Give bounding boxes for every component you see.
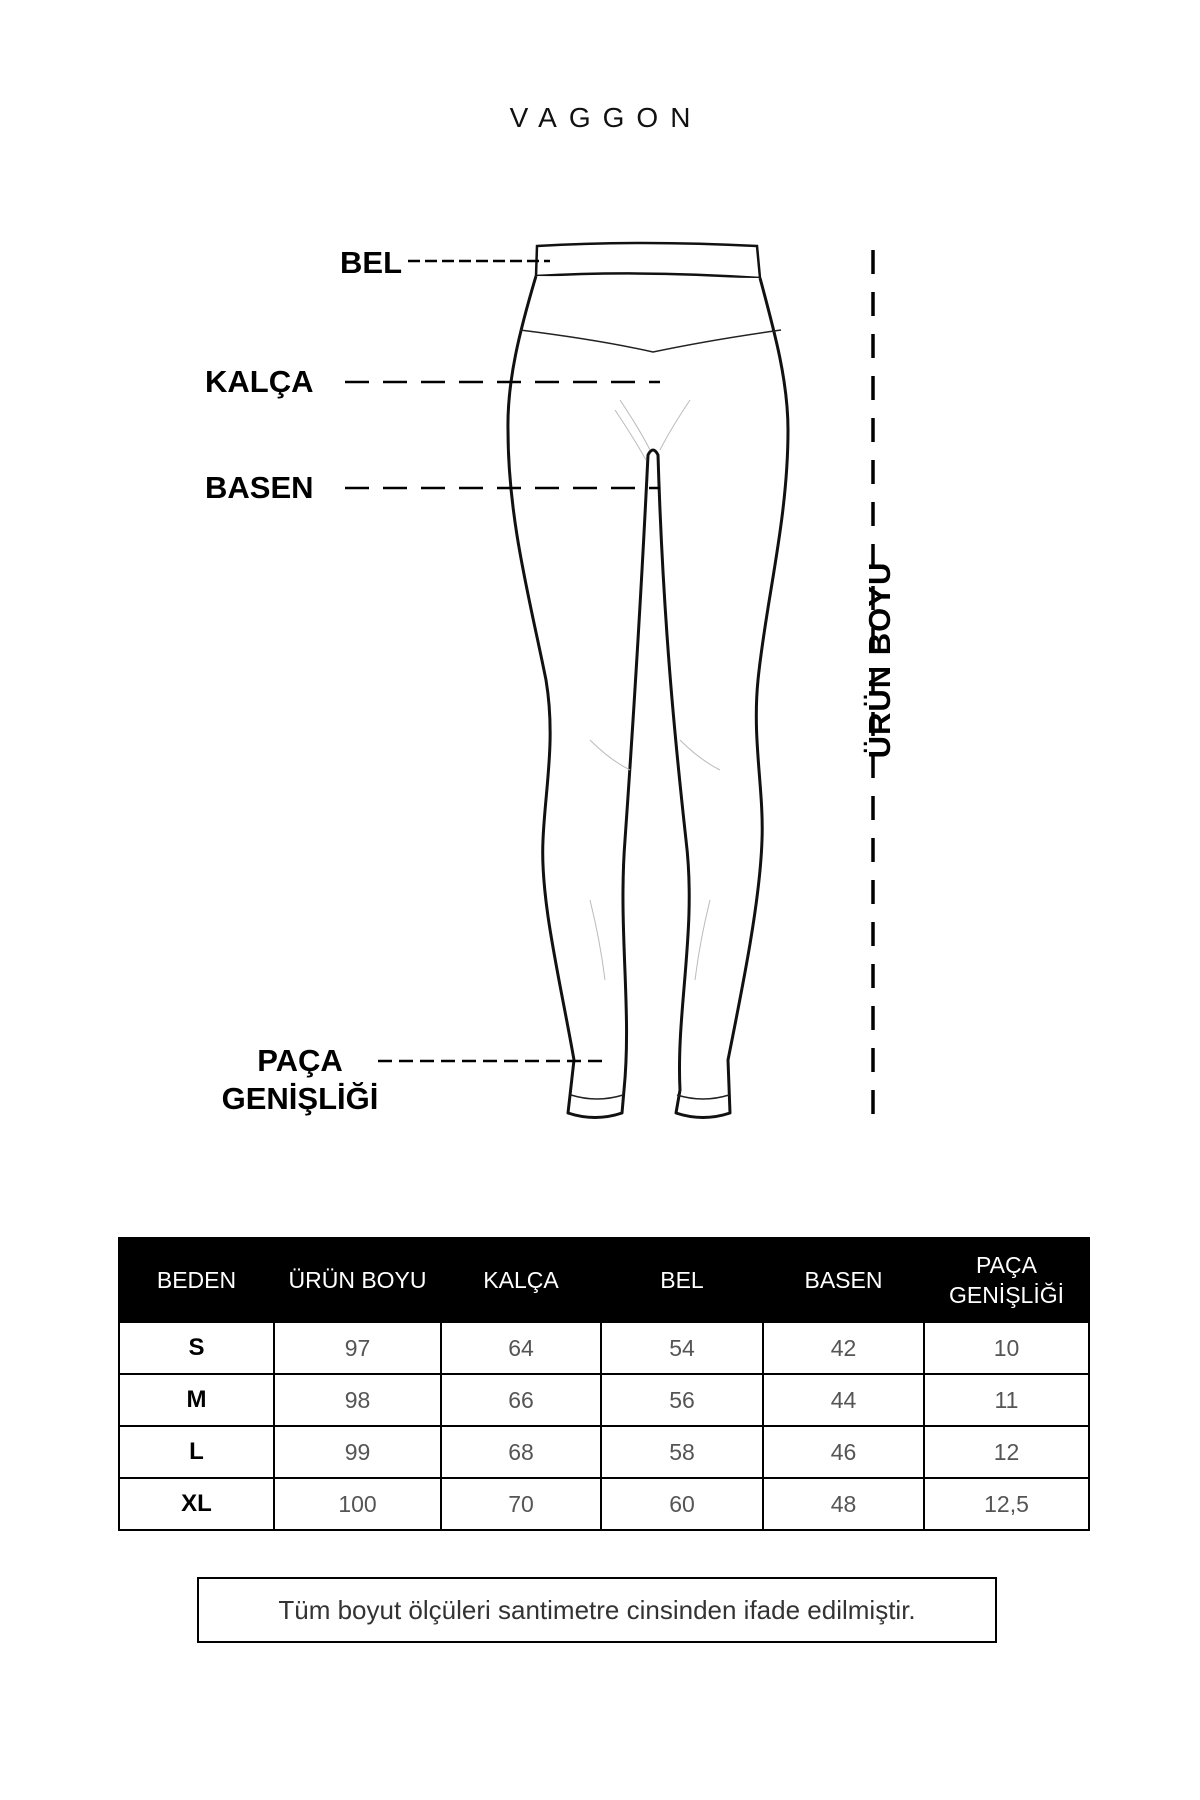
table-cell-size: L (119, 1426, 274, 1478)
label-paca-line2: GENİŞLİĞİ (221, 1081, 379, 1116)
table-cell-size: M (119, 1374, 274, 1426)
table-cell: 66 (441, 1374, 601, 1426)
table-cell: 98 (274, 1374, 441, 1426)
table-header-row (119, 1238, 1089, 1322)
table-cell-size: S (119, 1322, 274, 1374)
table-cell: 44 (763, 1374, 924, 1426)
label-paca-genisligi (200, 1042, 400, 1118)
table-cell: 10 (924, 1322, 1089, 1374)
header-basen: BASEN (763, 1238, 924, 1322)
table-row (119, 1322, 1089, 1374)
table-row (119, 1374, 1089, 1426)
label-basen: BASEN (205, 470, 314, 505)
header-beden: BEDEN (119, 1238, 274, 1322)
table-cell: 60 (601, 1478, 763, 1530)
table-cell: 54 (601, 1322, 763, 1374)
table-cell: 70 (441, 1478, 601, 1530)
brand-logo: VAGGON (509, 102, 703, 133)
header-bel: BEL (601, 1238, 763, 1322)
table-cell: 100 (274, 1478, 441, 1530)
label-bel: BEL (340, 245, 402, 280)
table-cell: 64 (441, 1322, 601, 1374)
table-cell: 97 (274, 1322, 441, 1374)
header-paca-genisligi: PAÇA GENİŞLİĞİ (924, 1238, 1089, 1322)
table-cell: 68 (441, 1426, 601, 1478)
leggings-outline (508, 276, 788, 1118)
label-paca-line1: PAÇA (257, 1043, 343, 1078)
label-kalca: KALÇA (205, 364, 314, 399)
table-cell: 42 (763, 1322, 924, 1374)
table-cell: 58 (601, 1426, 763, 1478)
table-cell: 99 (274, 1426, 441, 1478)
table-cell: 46 (763, 1426, 924, 1478)
table-cell: 48 (763, 1478, 924, 1530)
header-urun-boyu: ÜRÜN BOYU (274, 1238, 441, 1322)
size-chart-table (118, 1237, 1090, 1531)
table-cell-size: XL (119, 1478, 274, 1530)
table-cell: 56 (601, 1374, 763, 1426)
table-cell: 11 (924, 1374, 1089, 1426)
measurement-note: Tüm boyut ölçüleri santimetre cinsinden ifade edilmiştir. (197, 1577, 997, 1643)
header-kalca: KALÇA (441, 1238, 601, 1322)
table-cell: 12,5 (924, 1478, 1089, 1530)
label-urun-boyu: ÜRÜN BOYU (862, 561, 897, 759)
table-cell: 12 (924, 1426, 1089, 1478)
waistband (536, 243, 760, 278)
table-row (119, 1478, 1089, 1530)
table-row (119, 1426, 1089, 1478)
